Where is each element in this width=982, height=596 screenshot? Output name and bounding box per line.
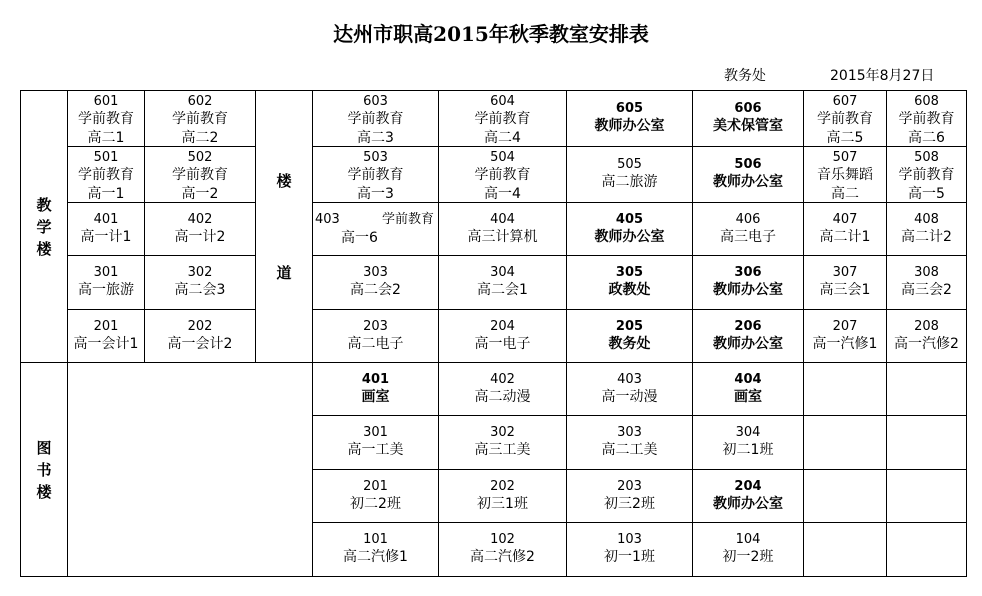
room-number: 606: [734, 101, 762, 116]
room-cell: [439, 256, 567, 310]
room-assignment: 学前教育: [78, 111, 134, 127]
table-row: [21, 363, 967, 416]
page-title: 达州市职高2015年秋季教室安排表: [333, 22, 649, 46]
room-cell: [68, 310, 145, 363]
room-cell: [313, 256, 439, 310]
room-number: 605: [615, 101, 644, 116]
room-assignment: 高一计2: [174, 228, 226, 245]
room-cell: [693, 363, 804, 416]
room-cell: [887, 310, 967, 363]
teaching-building-label-char: 楼: [36, 239, 52, 258]
room-assignment: 高二工美: [601, 442, 658, 458]
room-number: 603: [363, 94, 388, 109]
room-cell: [804, 310, 887, 363]
room-cell: [145, 310, 256, 363]
room-assignment: 学前教育: [474, 111, 531, 127]
room-cell: [313, 363, 439, 416]
room-assignment-class: 高一3: [357, 186, 394, 202]
room-cell: [887, 203, 967, 256]
room-assignment: 教师办公室: [594, 228, 665, 245]
room-assignment-class: 高二1: [87, 130, 125, 146]
room-cell: [68, 147, 145, 203]
room-assignment: 高二会2: [350, 282, 401, 298]
room-assignment: 音乐舞蹈: [817, 167, 873, 183]
room-cell: [313, 310, 439, 363]
room-assignment: 高一会计2: [167, 335, 233, 352]
room-number: 203: [363, 318, 388, 334]
table-row: [21, 310, 967, 363]
room-number: 503: [363, 150, 388, 165]
room-cell: [439, 91, 567, 147]
room-number: 607: [832, 94, 858, 109]
room-assignment: 学前教育: [381, 211, 434, 227]
room-assignment: 教师办公室: [713, 174, 783, 190]
room-cell: [439, 203, 567, 256]
date-label: 2015年8月27日: [830, 68, 935, 84]
empty-cell: [887, 523, 967, 577]
room-number: 507: [832, 150, 858, 165]
room-assignment: 高一动漫: [601, 388, 658, 405]
corridor-label-char: 楼: [276, 171, 292, 190]
room-cell: [145, 91, 256, 147]
room-assignment: 教务处: [608, 335, 651, 352]
room-cell: [313, 416, 439, 470]
room-assignment: 教师办公室: [713, 282, 783, 298]
room-cell: [693, 147, 804, 203]
room-assignment: 高二电子: [347, 335, 404, 352]
room-assignment: 学前教育: [172, 167, 228, 183]
room-cell: [567, 256, 693, 310]
room-number: 403: [617, 371, 642, 387]
room-assignment-class: 高二6: [908, 130, 945, 146]
room-assignment: 初一2班: [722, 549, 774, 565]
room-cell: [693, 256, 804, 310]
room-assignment: 高二会1: [477, 282, 528, 298]
room-assignment: 高二旅游: [601, 174, 658, 190]
room-number: 102: [490, 532, 515, 547]
room-assignment: 高三电子: [720, 228, 776, 245]
teaching-building-label: [21, 91, 68, 363]
room-number: 506: [734, 157, 762, 172]
room-number: 402: [187, 211, 213, 227]
room-number: 407: [832, 211, 858, 227]
room-assignment: 初二1班: [722, 442, 774, 458]
empty-cell: [804, 470, 887, 523]
corridor-label: [256, 91, 313, 363]
room-number: 601: [93, 94, 119, 109]
room-assignment-class: 高二5: [826, 130, 864, 146]
room-number: 201: [93, 318, 119, 334]
room-assignment: 学前教育: [172, 111, 228, 127]
room-cell: [313, 523, 439, 577]
teaching-building-label-char: 学: [36, 217, 52, 236]
empty-cell: [887, 416, 967, 470]
room-cell: [439, 310, 567, 363]
room-assignment: 画室: [361, 388, 390, 405]
room-number: 303: [363, 265, 388, 280]
room-number: 307: [832, 265, 858, 280]
room-cell: [145, 147, 256, 203]
room-assignment: 高二会3: [174, 282, 226, 298]
office-label: 教务处: [724, 68, 766, 84]
room-number: 604: [490, 94, 515, 109]
room-assignment: 学前教育: [347, 167, 404, 183]
room-number: 303: [617, 425, 642, 440]
room-assignment-class: 高一4: [484, 186, 521, 202]
room-cell: [693, 470, 804, 523]
room-number: 403: [315, 211, 340, 227]
room-cell: [804, 147, 887, 203]
room-number: 301: [93, 265, 119, 280]
room-number: 402: [490, 371, 515, 387]
table-row: [21, 203, 967, 256]
room-assignment: 高一计1: [80, 228, 132, 245]
room-cell: [693, 91, 804, 147]
room-number: 101: [363, 532, 388, 547]
room-number: 304: [490, 265, 515, 280]
room-assignment: 高三会2: [901, 282, 952, 298]
room-number: 505: [617, 157, 642, 172]
empty-cell: [804, 523, 887, 577]
room-assignment-class: 高一6: [341, 229, 378, 246]
room-number: 302: [490, 425, 515, 440]
room-cell: [567, 203, 693, 256]
room-cell: [804, 256, 887, 310]
room-assignment: 高二动漫: [474, 388, 531, 405]
room-number: 508: [914, 150, 939, 165]
empty-cell: [887, 363, 967, 416]
room-number: 504: [490, 150, 515, 165]
room-number: 305: [615, 265, 644, 280]
room-number: 401: [361, 371, 390, 387]
room-assignment: 教师办公室: [594, 118, 665, 134]
library-building-label-char: 图: [36, 438, 52, 457]
room-assignment: 高一电子: [474, 335, 531, 352]
room-cell: [439, 470, 567, 523]
room-number: 405: [615, 211, 644, 227]
room-assignment: 政教处: [608, 282, 651, 298]
room-assignment: 高一汽修1: [812, 335, 878, 352]
room-cell: [567, 363, 693, 416]
room-cell: [145, 203, 256, 256]
room-assignment: 学前教育: [817, 111, 873, 127]
room-number: 201: [363, 478, 388, 494]
room-assignment: 学前教育: [898, 167, 955, 183]
room-assignment: 高一旅游: [78, 282, 134, 298]
room-number: 502: [187, 150, 213, 165]
empty-cell: [804, 416, 887, 470]
room-assignment: 高二汽修2: [470, 549, 535, 565]
room-number: 501: [93, 150, 119, 165]
room-cell: [145, 256, 256, 310]
room-cell: [439, 416, 567, 470]
room-assignment: 美术保管室: [713, 118, 783, 134]
room-number: 301: [363, 425, 388, 440]
room-assignment-class: 高一2: [181, 186, 219, 202]
room-number: 202: [187, 318, 213, 334]
room-assignment-class: 高一1: [87, 186, 125, 202]
room-assignment: 初三2班: [604, 495, 655, 512]
room-cell: [313, 203, 439, 256]
room-number: 206: [734, 318, 762, 334]
room-assignment: 高一会计1: [73, 335, 139, 352]
library-building-label: [21, 363, 68, 577]
room-assignment: 初一1班: [604, 549, 655, 565]
empty-cell: [887, 470, 967, 523]
room-cell: [887, 147, 967, 203]
corridor-label-char: 道: [276, 263, 292, 282]
room-cell: [313, 91, 439, 147]
room-cell: [693, 310, 804, 363]
table-row: [21, 147, 967, 203]
room-cell: [313, 470, 439, 523]
room-number: 302: [187, 265, 213, 280]
room-assignment: 高一汽修2: [894, 335, 959, 352]
room-assignment: 高二汽修1: [343, 549, 408, 565]
room-number: 306: [734, 265, 762, 280]
room-cell: [804, 91, 887, 147]
room-number: 208: [914, 318, 939, 334]
room-assignment: 学前教育: [78, 167, 134, 183]
blank-area: [68, 363, 313, 577]
room-assignment: 学前教育: [474, 167, 531, 183]
room-cell: [693, 203, 804, 256]
room-number: 204: [734, 478, 762, 494]
room-assignment: 初三1班: [477, 495, 528, 512]
room-cell: [693, 416, 804, 470]
room-cell: [313, 147, 439, 203]
table-row: [21, 91, 967, 147]
room-number: 602: [187, 94, 213, 109]
room-number: 202: [490, 478, 515, 494]
room-assignment: 学前教育: [347, 111, 404, 127]
room-assignment: 高一工美: [347, 442, 404, 458]
room-assignment-class: 高二2: [181, 130, 219, 146]
room-number: 204: [490, 318, 515, 334]
room-assignment-class: 高二3: [357, 130, 394, 146]
teaching-building-label-char: 教: [36, 195, 52, 214]
room-assignment-class: 高二: [831, 186, 859, 202]
room-number: 104: [735, 532, 761, 547]
room-number: 308: [914, 265, 939, 280]
room-assignment: 学前教育: [898, 111, 955, 127]
room-number: 103: [617, 532, 642, 547]
room-cell: [567, 416, 693, 470]
room-number: 408: [914, 211, 939, 227]
room-number: 207: [832, 318, 858, 334]
room-number: 205: [615, 318, 644, 334]
room-cell: [68, 256, 145, 310]
room-number: 404: [734, 371, 762, 387]
room-assignment: 高三工美: [474, 442, 531, 458]
room-cell: [68, 203, 145, 256]
room-cell: [693, 523, 804, 577]
room-assignment: 高三计算机: [467, 228, 538, 245]
room-assignment: 高三会1: [819, 282, 871, 298]
room-number: 406: [735, 211, 761, 227]
room-cell: [887, 91, 967, 147]
room-number: 608: [914, 94, 939, 109]
room-assignment: 高二计2: [901, 228, 952, 245]
room-cell: [567, 523, 693, 577]
room-cell: [439, 523, 567, 577]
room-cell: [567, 147, 693, 203]
room-cell: [567, 470, 693, 523]
room-cell: [439, 147, 567, 203]
room-assignment: 画室: [734, 388, 762, 405]
room-assignment-class: 高二4: [484, 130, 521, 146]
empty-cell: [804, 363, 887, 416]
room-assignment: 教师办公室: [713, 495, 783, 512]
classroom-schedule-table: [20, 90, 967, 577]
library-building-label-char: 楼: [36, 482, 52, 501]
room-assignment: 初二2班: [350, 495, 401, 512]
room-number: 203: [617, 478, 642, 494]
room-cell: [804, 203, 887, 256]
room-number: 401: [93, 211, 119, 227]
room-cell: [887, 256, 967, 310]
room-number: 304: [735, 425, 761, 440]
table-row: [21, 256, 967, 310]
room-assignment-class: 高一5: [908, 186, 945, 202]
room-cell: [68, 91, 145, 147]
room-cell: [567, 310, 693, 363]
room-assignment: 教师办公室: [713, 335, 783, 352]
room-assignment: 高二计1: [819, 228, 871, 245]
room-cell: [439, 363, 567, 416]
room-number: 404: [490, 211, 515, 227]
room-cell: [567, 91, 693, 147]
library-building-label-char: 书: [36, 460, 52, 479]
